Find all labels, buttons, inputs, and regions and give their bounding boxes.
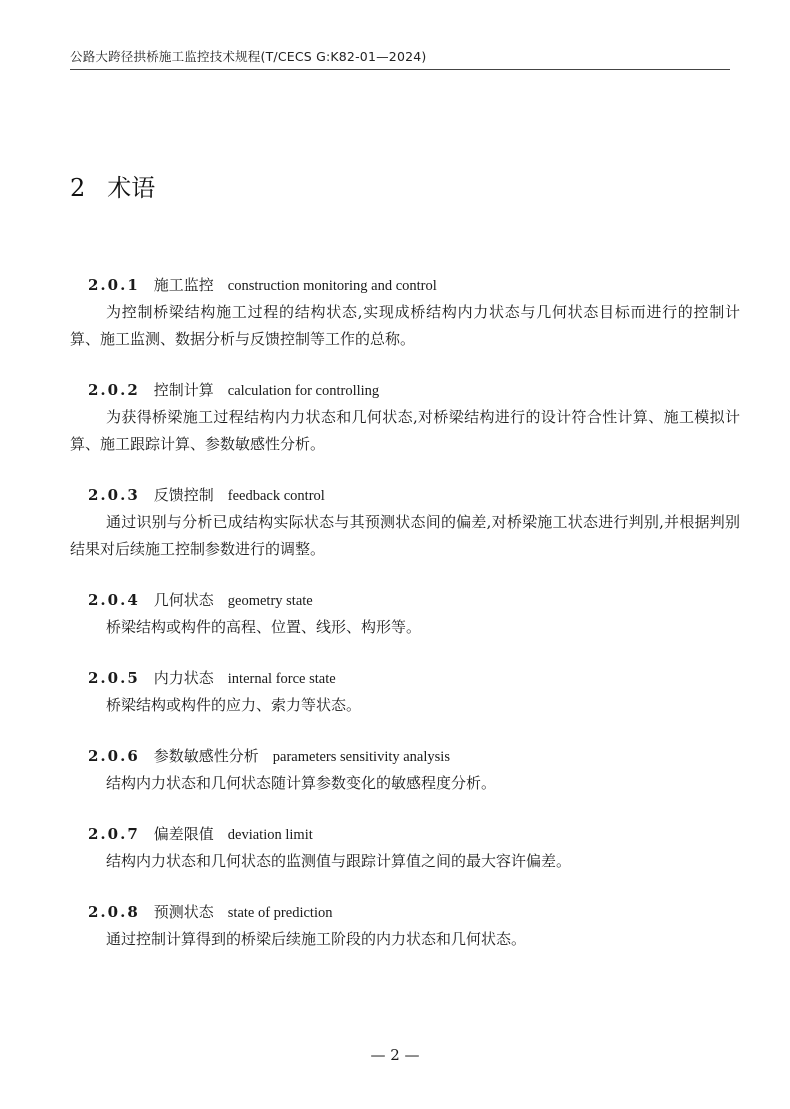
term-english: calculation for controlling (227, 383, 380, 399)
running-header: 公路大跨径拱桥施工监控技术规程(T/CECS G:K82-01—2024) (70, 49, 427, 64)
term-english: state of prediction (227, 905, 333, 921)
term-number: 2.0.7 (88, 825, 140, 843)
term-heading (70, 821, 740, 848)
term-heading (70, 899, 740, 926)
term-entry (70, 377, 740, 458)
term-definition: 桥梁结构或构件的应力、索力等状态。 (106, 696, 362, 714)
term-entry (70, 899, 740, 953)
header-rule (70, 69, 730, 70)
term-definition: 通过识别与分析已成结构实际状态与其预测状态间的偏差,对桥梁施工状态进行判别,并根据判别结果对后续施工控制参数进行的调整。 (70, 513, 740, 558)
term-heading (70, 743, 740, 770)
term-heading (70, 482, 740, 509)
term-heading (70, 665, 740, 692)
term-heading (70, 587, 740, 614)
term-definition: 通过控制计算得到的桥梁后续施工阶段的内力状态和几何状态。 (106, 930, 527, 948)
term-number: 2.0.2 (88, 381, 140, 399)
term-chinese: 偏差限值 (153, 825, 214, 843)
term-chinese: 预测状态 (153, 903, 214, 921)
term-english: construction monitoring and control (227, 278, 437, 294)
term-entry (70, 821, 740, 875)
term-heading (70, 272, 740, 299)
term-number: 2.0.5 (88, 669, 140, 687)
term-chinese: 施工监控 (153, 276, 214, 294)
term-english: parameters sensitivity analysis (272, 749, 450, 765)
term-number: 2.0.1 (88, 276, 140, 294)
term-definition: 为控制桥梁结构施工过程的结构状态,实现成桥结构内力状态与几何状态目标而进行的控制计算、施工监测、数据分析与反馈控制等工作的总称。 (70, 303, 740, 348)
terms-list (70, 272, 740, 977)
term-number: 2.0.4 (88, 591, 140, 609)
term-english: feedback control (227, 488, 325, 504)
page-number: — 2 — (370, 1046, 420, 1064)
term-definition: 为获得桥梁施工过程结构内力状态和几何状态,对桥梁结构进行的设计符合性计算、施工模拟计算、施工跟踪计算、参数敏感性分析。 (70, 408, 740, 453)
term-entry (70, 587, 740, 641)
chapter-number: 2 (70, 174, 86, 202)
term-chinese: 参数敏感性分析 (153, 747, 259, 765)
term-number: 2.0.6 (88, 747, 140, 765)
chapter-title (70, 168, 155, 203)
term-english: deviation limit (227, 827, 313, 843)
term-number: 2.0.3 (88, 486, 140, 504)
term-entry (70, 482, 740, 563)
term-english: internal force state (227, 671, 336, 687)
term-definition: 桥梁结构或构件的高程、位置、线形、构形等。 (106, 618, 422, 636)
chapter-name: 术语 (107, 174, 156, 202)
term-entry (70, 272, 740, 353)
term-heading (70, 377, 740, 404)
term-chinese: 几何状态 (153, 591, 214, 609)
term-english: geometry state (227, 593, 313, 609)
term-number: 2.0.8 (88, 903, 140, 921)
term-definition: 结构内力状态和几何状态的监测值与跟踪计算值之间的最大容许偏差。 (106, 852, 572, 870)
term-chinese: 控制计算 (153, 381, 214, 399)
term-chinese: 内力状态 (153, 669, 214, 687)
term-chinese: 反馈控制 (153, 486, 214, 504)
term-entry (70, 665, 740, 719)
term-definition: 结构内力状态和几何状态随计算参数变化的敏感程度分析。 (106, 774, 497, 792)
term-entry (70, 743, 740, 797)
